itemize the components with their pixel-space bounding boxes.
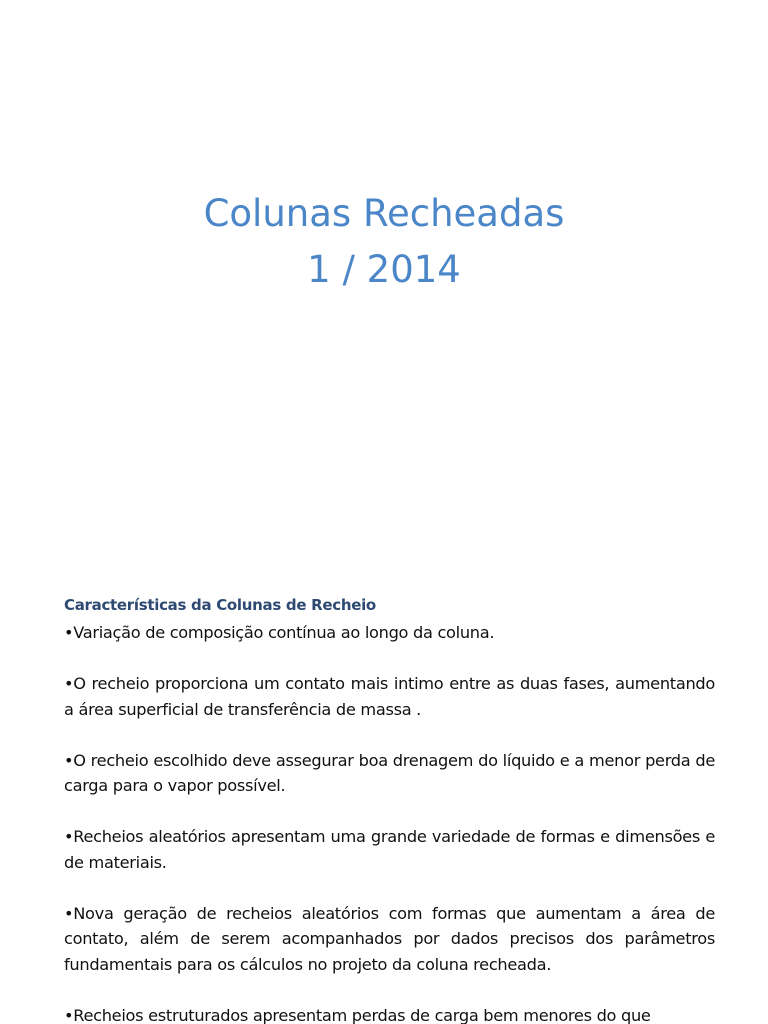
bullet-paragraph-6: •Recheios estruturados apresentam perdas de carga bem menores do que [64, 1005, 651, 1024]
bullet-paragraph-1: •Variação de composição contínua ao longo da coluna. [64, 623, 495, 642]
bullet-paragraph-2: •O recheio proporciona um contato mais intimo entre as duas fases, aumentando a área superficial de transferência de massa . [64, 674, 715, 719]
slide-title-line-2: 1 / 2014 [307, 248, 461, 291]
content-slide [0, 576, 768, 1024]
bullet-paragraph-4: •Recheios aleatórios apresentam uma grande variedade de formas e dimensões e de materiais. [64, 827, 715, 872]
bullet-paragraph-3: •O recheio escolhido deve assegurar boa drenagem do líquido e a menor perda de carga para o vapor possível. [64, 750, 715, 795]
slide-title-line-1: Colunas Recheadas [203, 192, 565, 235]
bullet-paragraph-5: •Nova geração de recheios aleatórios com formas que aumentam a área de contato, além de serem acompanhados por dados precisos dos parâmetros fundamentais para os cálculos no projeto da coluna recheada. [64, 903, 715, 974]
slide-title [0, 186, 768, 298]
section-heading: Características da Colunas de Recheio [64, 596, 376, 614]
bullet-list [64, 620, 715, 1024]
